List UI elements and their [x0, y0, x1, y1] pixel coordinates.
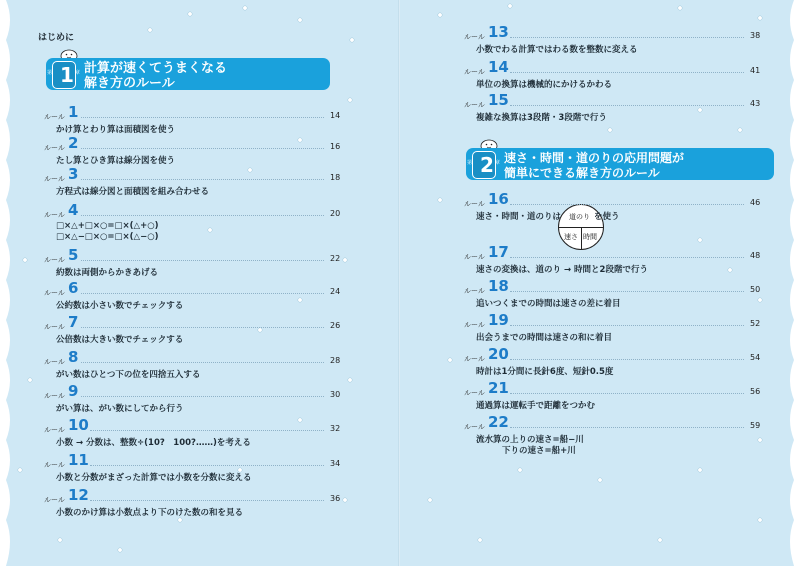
rule-description: 流水算の上りの速さ=船−川: [476, 435, 584, 445]
rule-description: 出会うまでの時間は速さの和に着目: [476, 333, 613, 343]
bubble-dot: [350, 38, 354, 42]
page-number: 50: [750, 285, 761, 294]
rule-description: 速さの変換は、道のり → 時間と2段階で行う: [476, 265, 648, 275]
rule-number: 16: [488, 190, 509, 208]
rule-prefix: ルール: [44, 256, 65, 264]
rule-number: 20: [488, 345, 509, 363]
bubble-dot: [298, 138, 302, 142]
dotted-leader: [81, 215, 324, 216]
rule-number: 4: [68, 201, 79, 219]
rule-number: 6: [68, 279, 79, 297]
dotted-leader: [510, 325, 744, 326]
rule-description: 単位の換算は機械的にかけるかわる: [476, 80, 613, 90]
page-number: 46: [750, 198, 761, 207]
bubble-dot: [598, 478, 602, 482]
rule-number: 12: [68, 486, 89, 504]
bubble-dot: [298, 418, 302, 422]
rule-number: 19: [488, 311, 509, 329]
bubble-dot: [478, 538, 482, 542]
rule-description: かけ算とわり算は面積図を使う: [56, 125, 176, 135]
rule-prefix: ルール: [464, 253, 485, 261]
dotted-leader: [81, 260, 324, 261]
page-number: 36: [330, 494, 341, 503]
page-number: 59: [750, 421, 761, 430]
page-number: 14: [330, 111, 341, 120]
page-number: 28: [330, 356, 341, 365]
rule-description: 速さ・時間・道のりは: [476, 212, 562, 222]
bubble-dot: [188, 12, 192, 16]
rule-number: 1: [68, 103, 79, 121]
dotted-leader: [90, 500, 324, 501]
bubble-dot: [178, 518, 182, 522]
bubble-dot: [448, 358, 452, 362]
bubble-dot: [343, 258, 347, 262]
rule-description: 複雑な換算は3段階・3段階で行う: [476, 113, 607, 123]
bubble-dot: [118, 548, 122, 552]
rule-description: □×△−□×○=□×(△−○): [56, 232, 159, 242]
diagram-time-label: 時間: [583, 233, 597, 241]
chapter-title: [504, 151, 684, 181]
page-number: 32: [330, 424, 341, 433]
bubble-dot: [348, 98, 352, 102]
chapter-suffix: 章: [495, 160, 501, 166]
dotted-leader: [510, 427, 744, 428]
bubble-dot: [678, 6, 682, 10]
chapter-title-line: 計算が速くてうまくなる: [84, 61, 228, 76]
chapter-title-line: 解き方のルール: [84, 76, 175, 91]
bubble-dot: [258, 328, 262, 332]
bubble-dot: [18, 468, 22, 472]
bubble-dot: [28, 378, 32, 382]
rule-prefix: ルール: [44, 144, 65, 152]
right-page: [400, 0, 800, 566]
rule-description: 時計は1分間に長針6度、短針0.5度: [476, 367, 614, 377]
bubble-dot: [608, 128, 612, 132]
dotted-leader: [81, 362, 324, 363]
page-number: 20: [330, 209, 341, 218]
rule-prefix: ルール: [44, 496, 65, 504]
rule-number: 15: [488, 91, 509, 109]
dotted-leader: [81, 117, 324, 118]
dotted-leader: [90, 430, 324, 431]
bubble-dot: [758, 518, 762, 522]
bubble-dot: [698, 468, 702, 472]
page-number: 43: [750, 99, 761, 108]
bubble-dot: [518, 468, 522, 472]
bubble-dot: [23, 258, 27, 262]
dotted-leader: [510, 105, 744, 106]
diagram-distance-label: 道のり: [569, 213, 590, 221]
rule-number: 3: [68, 165, 79, 183]
bubble-dot: [248, 168, 252, 172]
rule-number: 5: [68, 246, 79, 264]
rule-description: がい算は、がい数にしてから行う: [56, 404, 184, 414]
rule-description: 追いつくまでの時間は速さの差に着目: [476, 299, 621, 309]
rule-prefix: ルール: [464, 101, 485, 109]
rule-number: 21: [488, 379, 509, 397]
rule-number: 2: [68, 134, 79, 152]
rule-prefix: ルール: [44, 175, 65, 183]
bubble-dot: [658, 538, 662, 542]
dotted-leader: [81, 327, 324, 328]
rule-prefix: ルール: [44, 289, 65, 297]
bubble-dot: [508, 4, 512, 8]
bubble-dot: [243, 6, 247, 10]
dotted-leader: [510, 257, 744, 258]
bubble-dot: [428, 498, 432, 502]
bubble-dot: [438, 198, 442, 202]
bubble-dot: [698, 238, 702, 242]
chapter-2-banner[interactable]: [466, 148, 774, 180]
chapter-prefix: 第: [467, 160, 473, 166]
rule-prefix: ルール: [464, 287, 485, 295]
rule-prefix: ルール: [464, 68, 485, 76]
rule-number: 9: [68, 382, 79, 400]
dotted-leader: [81, 179, 324, 180]
bubble-dot: [728, 268, 732, 272]
bubble-dot: [148, 28, 152, 32]
rule-description: 小数と分数がまざった計算では小数を分数に変える: [56, 473, 252, 483]
rule-prefix: ルール: [44, 426, 65, 434]
rule-description: 小数 → 分数は、整数÷(10? 100?……)を考える: [56, 438, 251, 448]
rule-prefix: ルール: [44, 113, 65, 121]
rule-number: 11: [68, 451, 89, 469]
rule-prefix: ルール: [464, 389, 485, 397]
rule-prefix: ルール: [44, 358, 65, 366]
bubble-dot: [758, 298, 762, 302]
rule-number: 10: [68, 416, 89, 434]
bubble-dot: [343, 498, 347, 502]
rule-prefix: ルール: [464, 423, 485, 431]
diagram-speed-label: 速さ: [564, 233, 578, 241]
chapter-title: [84, 61, 227, 91]
dotted-leader: [510, 72, 744, 73]
rule-description: 公倍数は大きい数でチェックする: [56, 335, 184, 345]
bubble-dot: [298, 18, 302, 22]
page-number: 52: [750, 319, 761, 328]
chapter-title-line: 速さ・時間・道のりの応用問題が: [504, 151, 685, 165]
rule-description: たし算とひき算は線分図を使う: [56, 156, 176, 166]
chapter-badge: [467, 151, 501, 179]
chapter-suffix: 章: [75, 70, 81, 76]
rule-description: 公約数は小さい数でチェックする: [56, 301, 184, 311]
rule-prefix: ルール: [44, 392, 65, 400]
dotted-leader: [81, 148, 324, 149]
dotted-leader: [510, 37, 744, 38]
page-number: 22: [330, 254, 341, 263]
rule-number: 17: [488, 243, 509, 261]
dotted-leader: [510, 359, 744, 360]
rule-description: 小数のかけ算は小数点より下のけた数の和を見る: [56, 508, 244, 518]
page-number: 38: [750, 31, 761, 40]
rule-prefix: ルール: [464, 355, 485, 363]
rule-description: 約数は両側からかきあげる: [56, 268, 159, 278]
rule-description: 方程式は線分図と面積図を組み合わせる: [56, 187, 210, 197]
bubble-dot: [58, 538, 62, 542]
rule-prefix: ルール: [464, 321, 485, 329]
rule-prefix: ルール: [464, 200, 485, 208]
rule-number: 22: [488, 413, 509, 431]
rule-description: を使う: [594, 212, 620, 222]
rule-number: 18: [488, 277, 509, 295]
page-number: 24: [330, 287, 341, 296]
dotted-leader: [81, 293, 324, 294]
rule-description: がい数はひとつ下の位を四捨五入する: [56, 370, 201, 380]
bubble-dot: [698, 108, 702, 112]
chapter-number: 1: [60, 63, 74, 87]
page-number: 56: [750, 387, 761, 396]
bubble-dot: [758, 438, 762, 442]
bubble-dot: [298, 298, 302, 302]
bubble-dot: [738, 128, 742, 132]
rule-prefix: ルール: [44, 323, 65, 331]
chapter-badge: [47, 61, 81, 89]
chapter-1-banner[interactable]: [46, 58, 330, 90]
page-number: 26: [330, 321, 341, 330]
rule-description: □×△+□×○=□×(△+○): [56, 221, 159, 231]
section-label: はじめに: [38, 33, 75, 43]
dotted-leader: [81, 396, 324, 397]
page-number: 18: [330, 173, 341, 182]
rule-description: 下りの速さ=船+川: [502, 446, 576, 456]
page-number: 30: [330, 390, 341, 399]
bubble-dot: [758, 16, 762, 20]
chapter-title-line: 簡単にできる解き方のルール: [504, 166, 660, 180]
rule-number: 13: [488, 23, 509, 41]
dotted-leader: [510, 291, 744, 292]
dotted-leader: [90, 465, 324, 466]
bubble-dot: [348, 378, 352, 382]
page-number: 54: [750, 353, 761, 362]
page-number: 34: [330, 459, 341, 468]
bubble-dot: [438, 13, 442, 17]
page-number: 48: [750, 251, 761, 260]
rule-prefix: ルール: [44, 461, 65, 469]
rule-number: 14: [488, 58, 509, 76]
rule-number: 8: [68, 348, 79, 366]
dotted-leader: [510, 393, 744, 394]
rule-prefix: ルール: [44, 211, 65, 219]
chapter-prefix: 第: [47, 70, 53, 76]
rule-description: 通過算は運転手で距離をつかむ: [476, 401, 596, 411]
bubble-dot: [208, 228, 212, 232]
rule-description: 小数でわる計算ではわる数を整数に変える: [476, 45, 638, 55]
dotted-leader: [510, 204, 744, 205]
page-number: 41: [750, 66, 761, 75]
rule-number: 7: [68, 313, 79, 331]
rule-prefix: ルール: [464, 33, 485, 41]
page-number: 16: [330, 142, 341, 151]
chapter-number: 2: [480, 153, 494, 177]
